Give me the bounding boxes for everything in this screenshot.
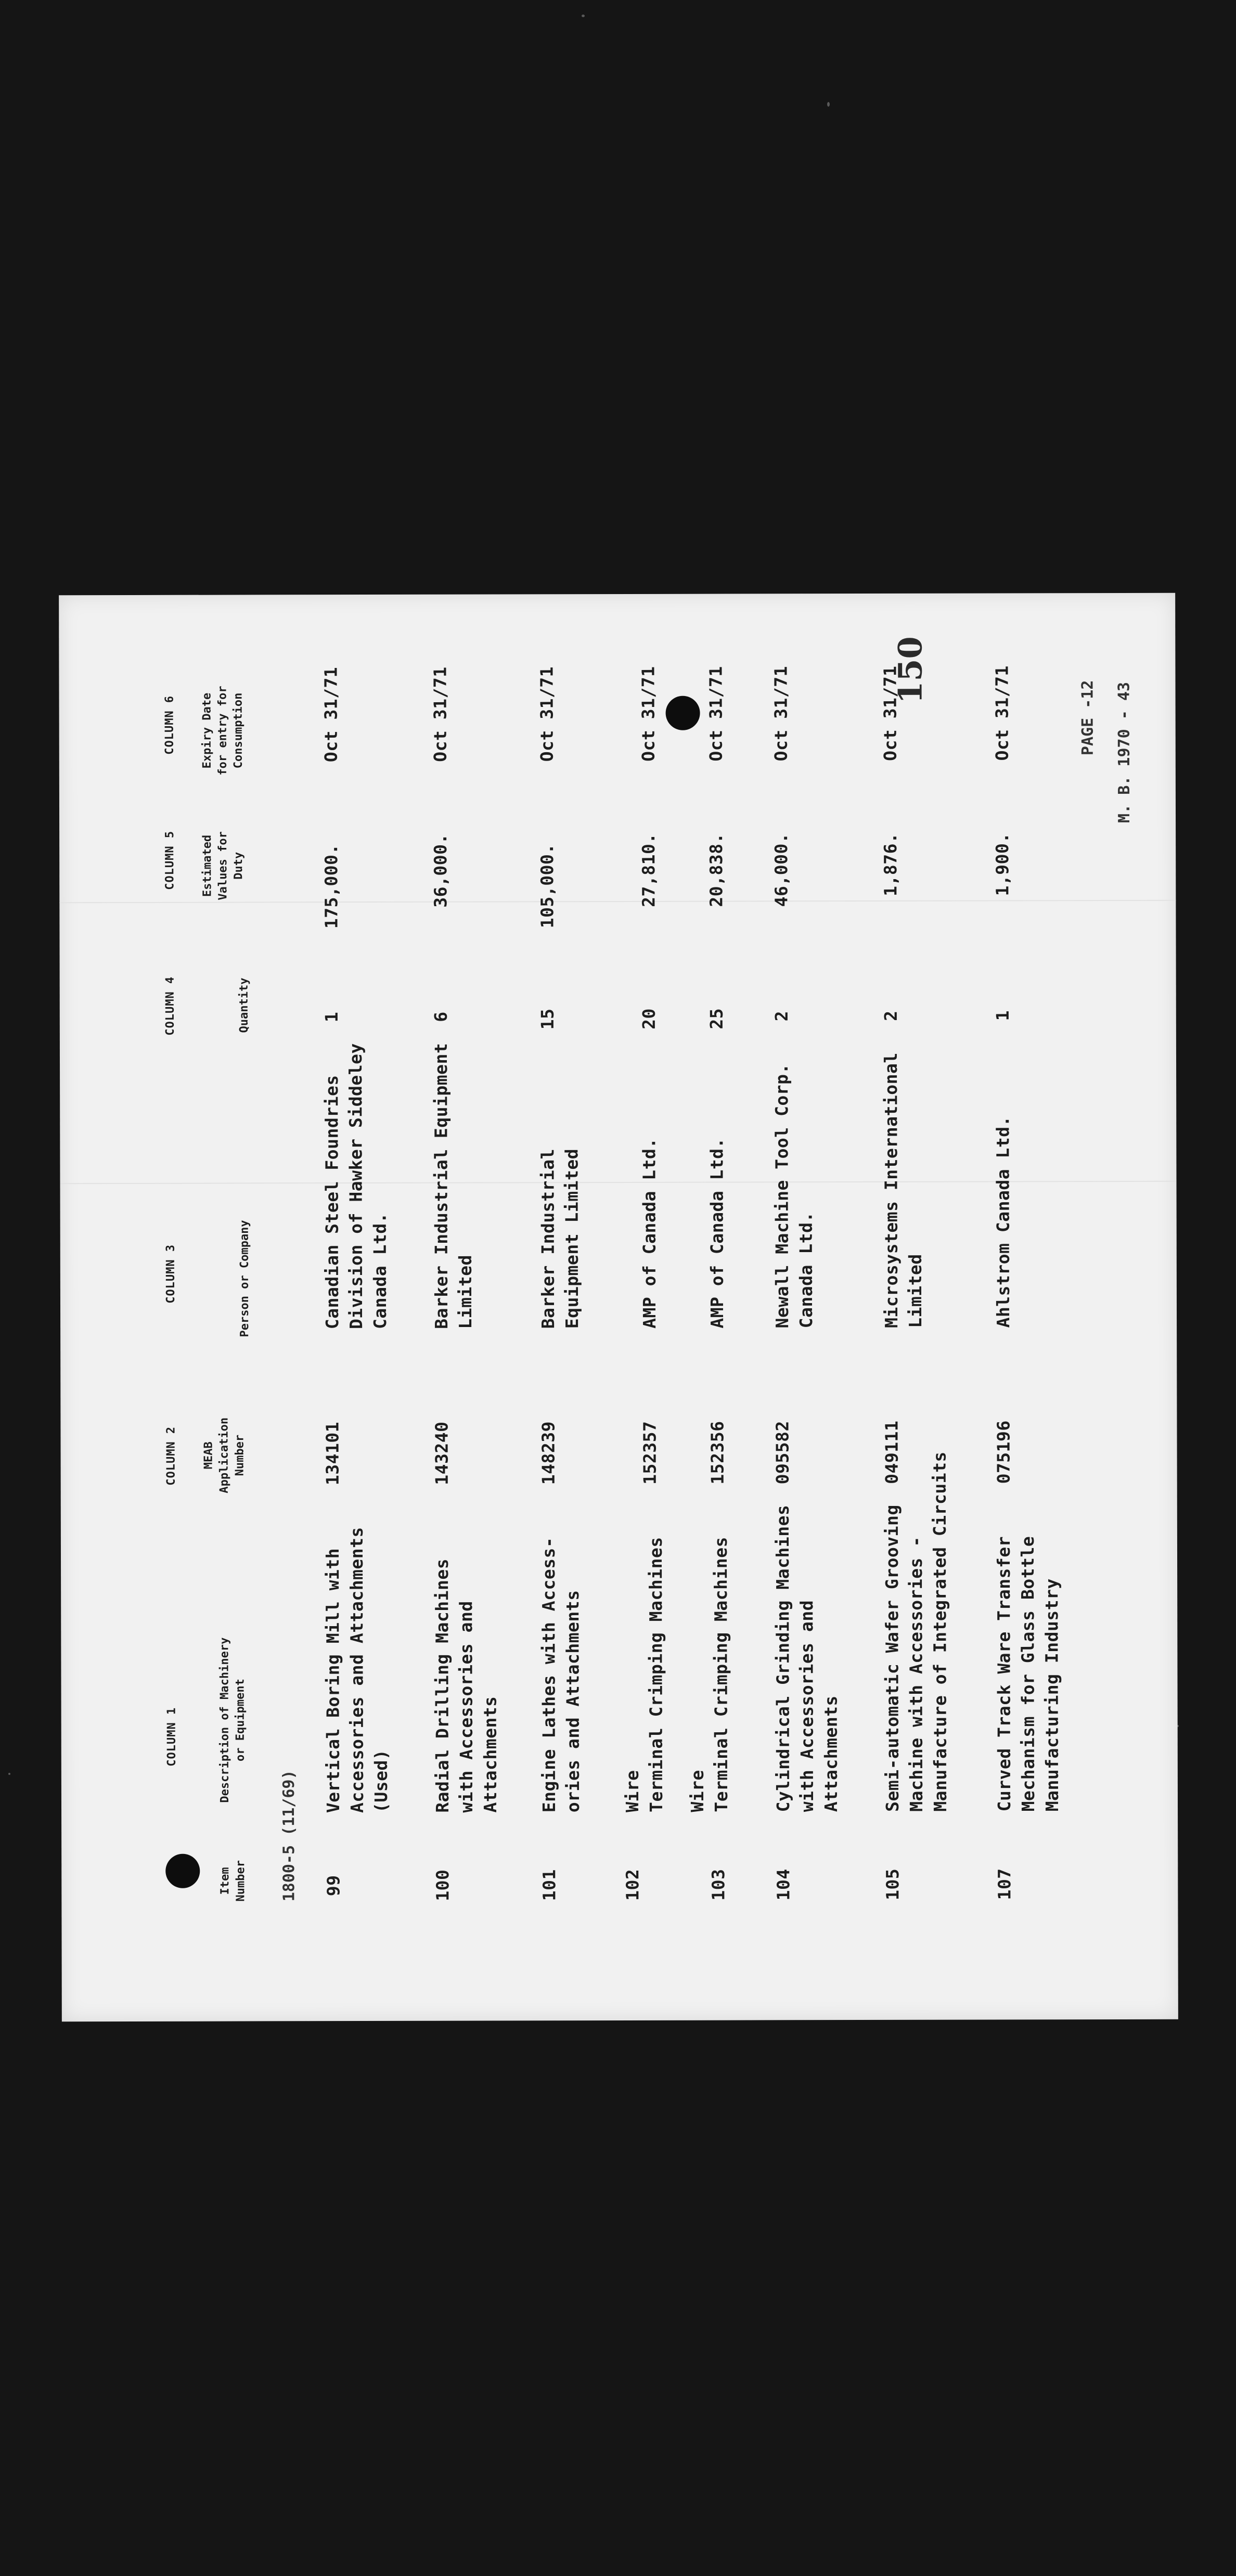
column-6-heading: Expiry Date for entry for Consumption: [200, 686, 245, 776]
estimated-value: 46,000.: [771, 832, 792, 907]
equipment-description: Semi-automatic Wafer Grooving Machine with Accessories - Manufacture of Integrated Circuits: [881, 1451, 951, 1812]
film-speck: [582, 15, 585, 17]
column-4-label: COLUMN 4: [163, 976, 177, 1036]
estimated-value: 36,000.: [430, 833, 451, 908]
company-name: Newall Machine Tool Corp. Canada Ltd.: [771, 1063, 817, 1329]
expiry-date: Oct 31/71: [430, 666, 450, 762]
application-number: 049111: [881, 1420, 902, 1484]
film-speck: [827, 102, 830, 107]
quantity: 2: [771, 1010, 792, 1022]
quantity: 1: [992, 1010, 1013, 1021]
column-2-heading: MEAB Application Number: [202, 1417, 247, 1493]
company-name: Microsystems International Limited: [880, 1052, 926, 1328]
form-number: 1800-5 (11/69): [279, 1770, 299, 1902]
application-number: 143240: [431, 1421, 452, 1485]
estimated-value: 105,000.: [537, 843, 558, 929]
column-1-heading: Description of Machinery or Equipment: [218, 1637, 247, 1803]
handwritten-page-number: 150: [891, 636, 930, 704]
item-number: 99: [323, 1875, 344, 1897]
expiry-date: Oct 31/71: [320, 666, 341, 763]
estimated-value: 175,000.: [321, 844, 342, 929]
expiry-date: Oct 31/71: [880, 665, 900, 761]
rotated-table: [59, 604, 1165, 2021]
company-name: Canadian Steel Foundries Division of Hawker Siddeley Canada Ltd.: [321, 1043, 391, 1330]
column-1-label: COLUMN 1: [165, 1707, 178, 1767]
archive-stamp: M. B. 1970 - 43: [1115, 681, 1134, 823]
application-number: 075196: [993, 1420, 1014, 1484]
page-label: PAGE -12: [1078, 680, 1097, 756]
estimated-value: 27,810.: [638, 833, 659, 907]
quantity: 2: [880, 1010, 901, 1021]
column-3-heading: Person or Company: [238, 1220, 252, 1337]
column-5-heading: Estimated Values for Duty: [201, 831, 246, 900]
application-number: 095582: [772, 1421, 793, 1485]
company-name: Barker Industrial Equipment Limited: [430, 1042, 476, 1329]
item-number: 101: [539, 1869, 560, 1901]
column-6-label: COLUMN 6: [163, 695, 176, 755]
quantity: 25: [706, 1008, 727, 1029]
company-name: Barker Industrial Equipment Limited: [537, 1148, 583, 1329]
company-name: Ahlstrom Canada Ltd.: [993, 1116, 1014, 1328]
application-number: 152356: [707, 1421, 728, 1485]
column-4-heading: Quantity: [237, 977, 251, 1033]
item-number: 104: [773, 1869, 794, 1901]
equipment-description: Wire Terminal Crimping Machines: [622, 1537, 667, 1812]
expiry-date: Oct 31/71: [770, 665, 791, 762]
company-name: AMP of Canada Ltd.: [639, 1138, 660, 1329]
expiry-date: Oct 31/71: [705, 666, 726, 762]
equipment-description: Radial Drilling Machines with Accessories and Attachments: [432, 1558, 501, 1813]
expiry-date: Oct 31/71: [638, 666, 659, 762]
film-speck: [8, 1773, 10, 1775]
equipment-description: Vertical Boring Mill with Accessories and Attachments (Used): [322, 1527, 392, 1813]
expiry-date: Oct 31/71: [536, 666, 557, 762]
application-number: 152357: [639, 1421, 660, 1485]
quantity: 6: [430, 1011, 451, 1022]
item-number: 102: [622, 1869, 643, 1901]
column-5-label: COLUMN 5: [163, 830, 177, 890]
equipment-description: Engine Lathes with Access- ories and Attachments: [538, 1537, 584, 1813]
item-number-heading: Item Number: [218, 1860, 248, 1902]
equipment-description: Curved Track Ware Transfer Mechanism for Glass Bottle Manufacturing Industry: [993, 1536, 1063, 1812]
item-number: 105: [882, 1868, 903, 1900]
quantity: 20: [638, 1008, 659, 1029]
quantity: 15: [537, 1008, 558, 1030]
document-page: [59, 593, 1178, 2021]
estimated-value: 1,900.: [992, 832, 1013, 896]
equipment-description: Cylindrical Grinding Machines with Accessories and Attachments: [772, 1504, 842, 1812]
estimated-value: 1,876.: [880, 832, 901, 896]
application-number: 148239: [538, 1421, 559, 1485]
estimated-value: 20,838.: [706, 832, 727, 907]
item-number: 103: [708, 1869, 729, 1901]
item-number: 107: [994, 1868, 1015, 1900]
application-number: 134101: [322, 1421, 343, 1486]
column-2-label: COLUMN 2: [164, 1426, 178, 1486]
equipment-description: Wire Terminal Crimping Machines: [687, 1536, 732, 1812]
quantity: 1: [321, 1011, 342, 1023]
expiry-date: Oct 31/71: [992, 665, 1012, 761]
company-name: AMP of Canada Ltd.: [706, 1137, 728, 1329]
item-number: 100: [432, 1869, 453, 1901]
column-3-label: COLUMN 3: [164, 1244, 177, 1304]
